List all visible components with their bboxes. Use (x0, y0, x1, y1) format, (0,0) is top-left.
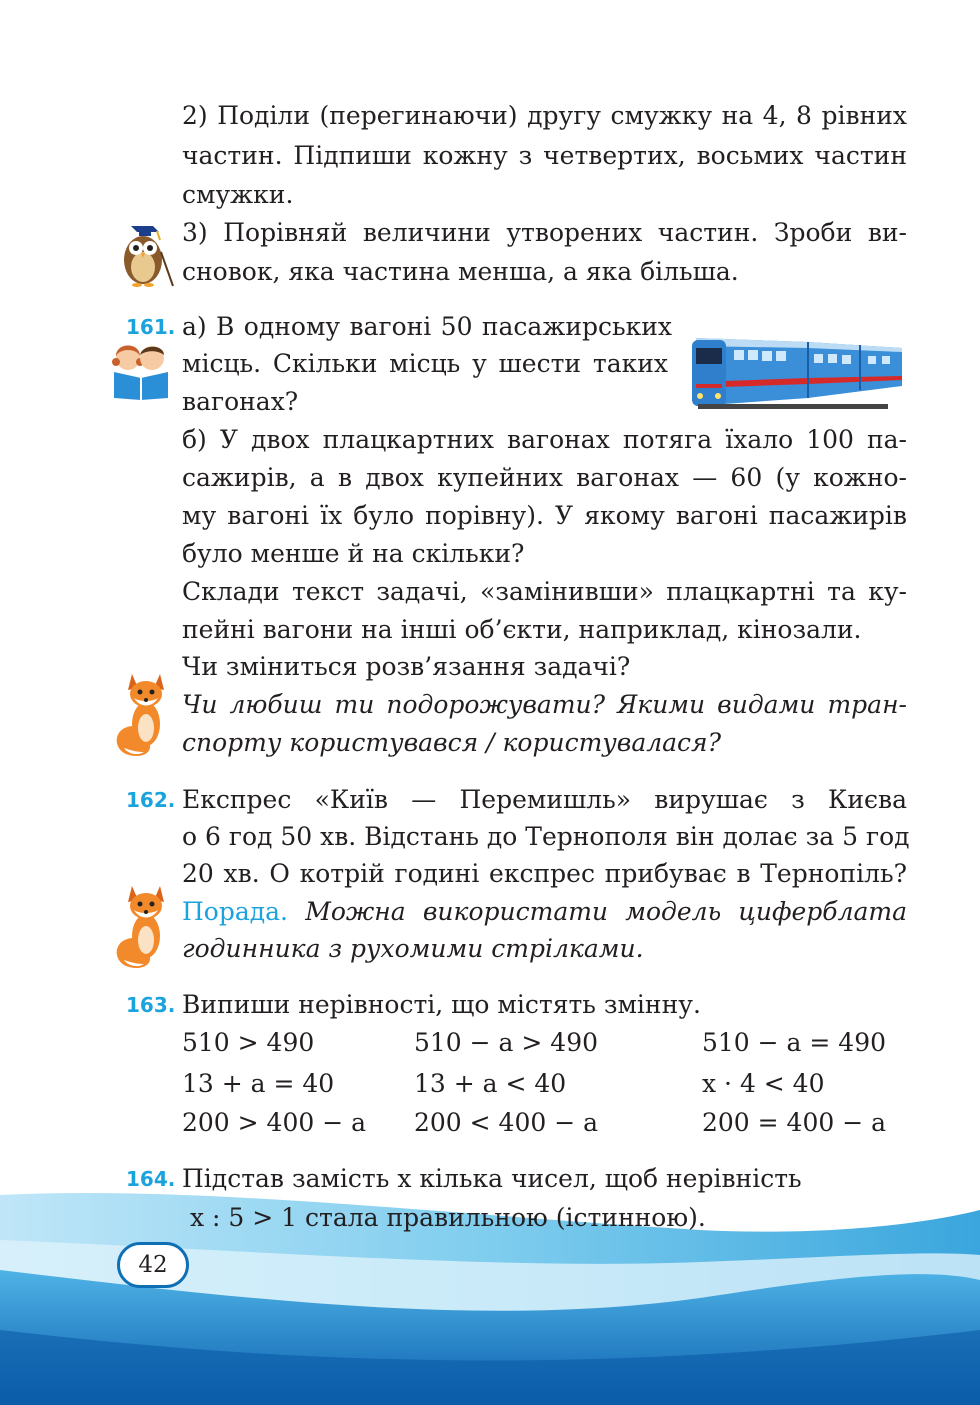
fox-icon (110, 880, 174, 972)
advice-label: Порада. (182, 897, 289, 926)
inequality: x · 4 < 40 (702, 1069, 825, 1098)
text-line: а) В одному вагоні 50 пасажирських (182, 312, 672, 341)
children-reading-icon (108, 338, 174, 400)
text-line: сажирів, а в двох купейних вагонах — 60 (у кожно- (182, 463, 907, 492)
text-line: Чи любиш ти подорожувати? Якими видами тран- (182, 690, 907, 719)
inequality: 510 − a = 490 (702, 1028, 887, 1057)
inequality: 13 + a = 40 (182, 1069, 335, 1098)
owl-teacher-icon (113, 222, 175, 290)
inequality: 200 > 400 − a (182, 1108, 367, 1137)
text-line: смужки. (182, 180, 294, 209)
train-icon (688, 332, 902, 412)
text-line: Склади текст задачі, «замінивши» плацкартні та ку- (182, 577, 907, 606)
text-line: Експрес «Київ — Перемишль» вирушає з Києва (182, 785, 907, 814)
text-line: спорту користувався / користувалася? (182, 728, 722, 757)
text-line: 2) Поділи (перегинаючи) другу смужку на 4, 8 рівних (182, 101, 907, 130)
page-number: 42 (117, 1242, 189, 1288)
fox-icon (110, 668, 174, 760)
text-line: вагонах? (182, 387, 299, 416)
inequality: 200 = 400 − a (702, 1108, 887, 1137)
inequality: 200 < 400 − a (414, 1108, 599, 1137)
text-line: місць. Скільки місць у шести таких (182, 349, 668, 378)
text-line: годинника з рухомими стрілками. (182, 934, 644, 963)
text-line: частин. Підпиши кожну з четвертих, восьмих частин (182, 141, 907, 170)
text-line: Випиши нерівності, що містять змінну. (182, 990, 701, 1019)
task-number: 162. (126, 788, 176, 812)
text-line: Чи зміниться розв’язання задачі? (182, 652, 631, 681)
text-line: б) У двох плацкартних вагонах потяга їхало 100 па- (182, 425, 907, 454)
inequality: 510 − a > 490 (414, 1028, 599, 1057)
text-line: о 6 год 50 хв. Відстань до Тернополя він долає за 5 год (182, 822, 910, 851)
text-line: пейні вагони на інші об’єкти, наприклад, кінозали. (182, 615, 862, 644)
text-line: сновок, яка частина менша, а яка більша. (182, 257, 739, 286)
text-line: 20 хв. О котрій годині експрес прибуває в Тернопіль? (182, 859, 907, 888)
inequality: 13 + a < 40 (414, 1069, 567, 1098)
advice-text: Можна використати модель циферблата (288, 897, 907, 926)
task-number: 164. (126, 1167, 176, 1191)
text-line: Підстав замість x кілька чисел, щоб нерівність (182, 1164, 802, 1193)
inequality: 510 > 490 (182, 1028, 315, 1057)
text-line: було менше й на скільки? (182, 539, 525, 568)
text-line: x : 5 > 1 стала правильною (істинною). (190, 1203, 706, 1232)
task-number: 161. (126, 315, 176, 339)
text-line: 3) Порівняй величини утворених частин. Зроби ви- (182, 218, 907, 247)
text-line: му вагоні їх було порівну). У якому вагоні пасажирів (182, 501, 907, 530)
advice-line (182, 897, 907, 927)
task-number: 163. (126, 993, 176, 1017)
